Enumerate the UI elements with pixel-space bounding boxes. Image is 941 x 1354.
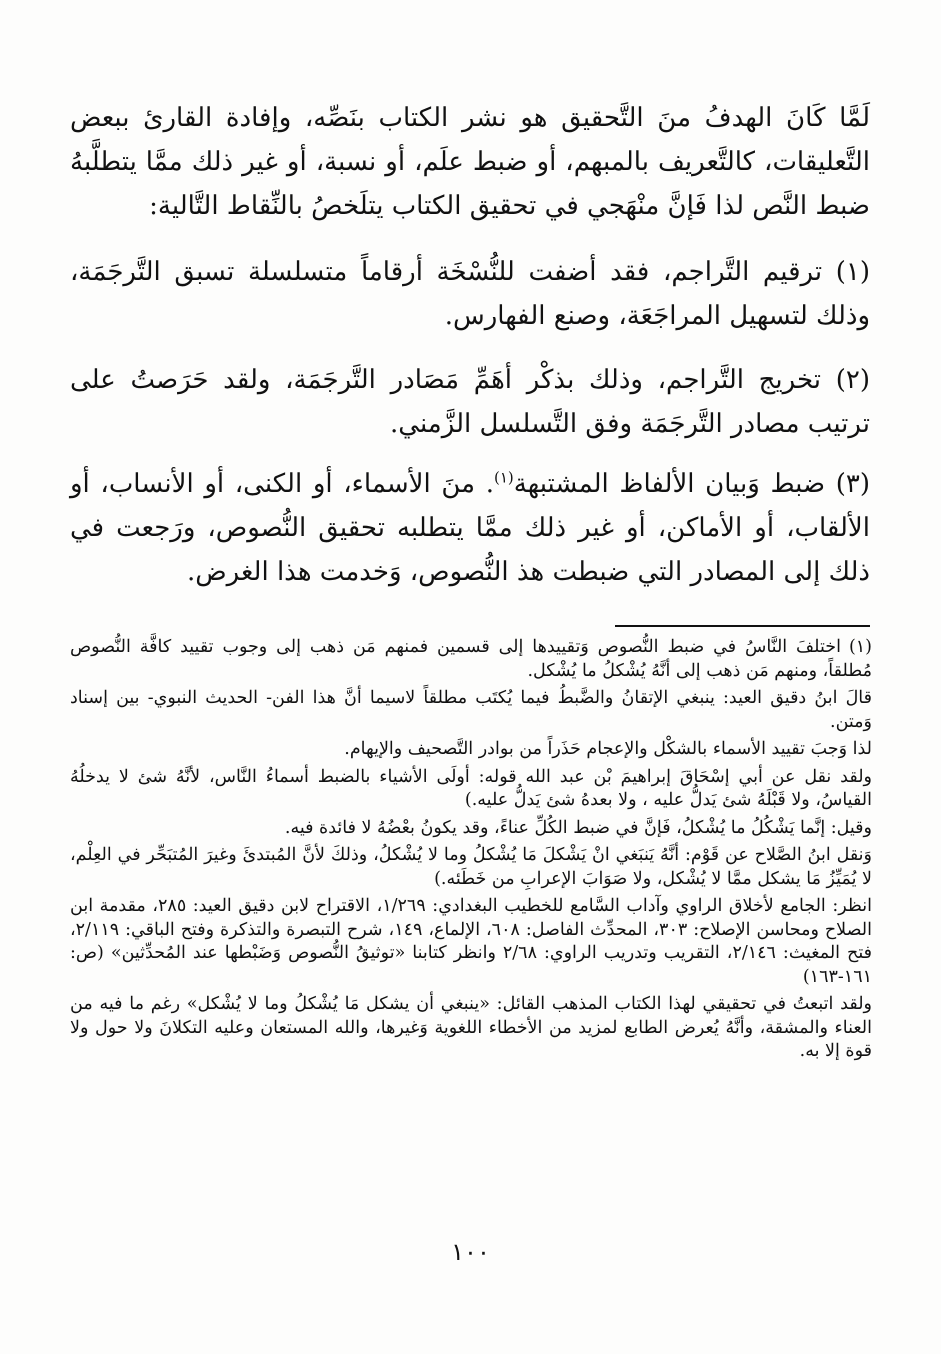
- footnotes-section: [70, 636, 872, 1068]
- footnote-marker: (١): [848, 637, 872, 657]
- item-number: (٣): [835, 469, 870, 499]
- item-number: (١): [835, 257, 871, 287]
- intro-paragraph: لَمَّا كَانَ الهدفُ منَ التَّحقيق هو نشر الكتاب بنَصِّه، وإفادة القارئ ببعض التَّعليقات، كالتَّعريف بالمبهم، أو ضبط علَم، أو نسبة، أو غير ذلك ممَّا يتطلَّبهُ ضبط النَّص لذا فَإنَّ منْهَجي في تحقيق الكتاب يتلَخصُ بالنِّقاط التَّالية:: [70, 103, 870, 221]
- list-item-2: [70, 358, 870, 446]
- item-text: ضبط وَبيان الألفاظ المشتبهة: [513, 469, 826, 499]
- list-item-1: [70, 250, 870, 338]
- page-number: ١٠٠: [451, 1238, 490, 1266]
- item-text: ترقيم التَّراجم، فقد أضفت للنُّسْخَة أرقاماً متسلسلة تسبق التَّرجَمَة، وذلك لتسهيل المراجَعَة، وصنع الفهارس.: [70, 257, 870, 331]
- item-text: تخريج التَّراجم، وذلك بذكْر أهَمِّ مَصَادر التَّرجَمَة، ولقد حَرَصتُ على ترتيب مصادر التَّرجَمَة وفق التَّسلسل الزَّمني.: [70, 365, 870, 439]
- item-text-continued: . منَ الأسماء، أو الكنى، أو الأنساب، أو الألقاب، أو الأماكن، أو غير ذلك ممَّا يتطلبه تحقيق النُّصوص، ورَجعت في ذلك إلى المصادر التي ضبطت هذ النُّصوص، وَخدمت هذا الغرض.: [70, 469, 870, 587]
- footnote-line: انظر: الجامع لأخلاق الراوي وآداب السَّامع للخطيب البغدادي: ١/٢٦٩، الاقتراح لابن دقيق العيد: ٢٨٥، مقدمة ابن الصلاح ومحاسن الإصلاح: ٣٠٣، المحدِّث الفاصل: ٦٠٨، الإلماع، ١٤٩، شرح التبصرة والتذكرة وفتح الباقي: ٢/١١٩، فتح المغيث: ٢/١٤٦، التقريب وتدريب الراوي: ٢/٦٨ وانظر كتابنا «توثيقُ النُّصوص وَضَبْطها عند المُحدِّثين» (ص: ١٦١-١٦٣): [70, 896, 872, 987]
- footnote-line: ولقد نقل عن أبي إسْحَاقَ إبراهيمَ بْن عبد الله قوله: أولَى الأشياء بالضبط أسماءُ النَّاس، لأنَّهُ شئ لا يدخلُهُ القياسُ، ولا قَبْلَهُ شئ يَدلُّ عليه ، ولا بعدهُ شئ يَدلُّ عليه.): [70, 766, 872, 810]
- footnote-reference[interactable]: (١): [493, 468, 514, 487]
- footnote-line: وَنقل ابنُ الصَّلاح عن قَوْم: أنَّهُ يَنبَغي انْ يَشْكلَ مَا يُشْكلُ وما لا يُشْكلُ، وذلكَ لأنَّ المُبتدئَ وغيرَ المُتبَحِّر في العِلْم، لا يُمَيِّزُ مَا يشكل ممَّا لا يُشْكل، ولا صَوَابَ الإعرابِ من خَطَئه.): [70, 845, 872, 889]
- item-number: (٢): [835, 365, 870, 395]
- footnote-separator: [615, 625, 870, 627]
- footnote-text: اختلفَ النَّاسُ في ضبط النُّصوص وَتقييدها إلى قسمين فمنهم مَن ذهب إلى وجوب تقييد كافَّة النُّصوص مُطلقاً، ومنهم مَن ذهب إلى أنَّهُ يُشْكلُ ما يُشْكل.: [70, 637, 872, 681]
- footnote-line: قالَ ابنُ دقيق العيد: ينبغي الإتقانُ والضَّبطُ فيما يُكتَب مطلقاً لاسيما أنَّ هذا الفن- الحديث النبوي- بين إسناد وَمتن.: [70, 688, 872, 732]
- footnote-line: [70, 636, 872, 683]
- footnote-line: وقيل: إنَّما يَشْكُلُ ما يُشْكلُ، فَإنَّ في ضبط الكُلِّ عناءً، وقد يكونُ بعْضُهُ لا فائدة فيه.: [284, 817, 872, 838]
- footnote-line: لذا وَجبَ تقييد الأسماء بالشكْل والإعجام حَذَراً من بوادر التَّصحيف والإيهام.: [344, 739, 872, 759]
- footnote-line: ولقد اتبعتُ في تحقيقي لهذا الكتاب المذهب القائل: «ينبغي أن يشكل مَا يُشْكلُ وما لا يُشْكل» رغم ما فيه من العناء والمشقة، وأنَّهُ يُعرض الطابع لمزيد من الأخطاء اللغوية وَغيرها، والله المستعان وعليه التكلانَ ولا حول ولا قوة إلا به.: [70, 994, 872, 1061]
- list-item-3: [70, 462, 870, 594]
